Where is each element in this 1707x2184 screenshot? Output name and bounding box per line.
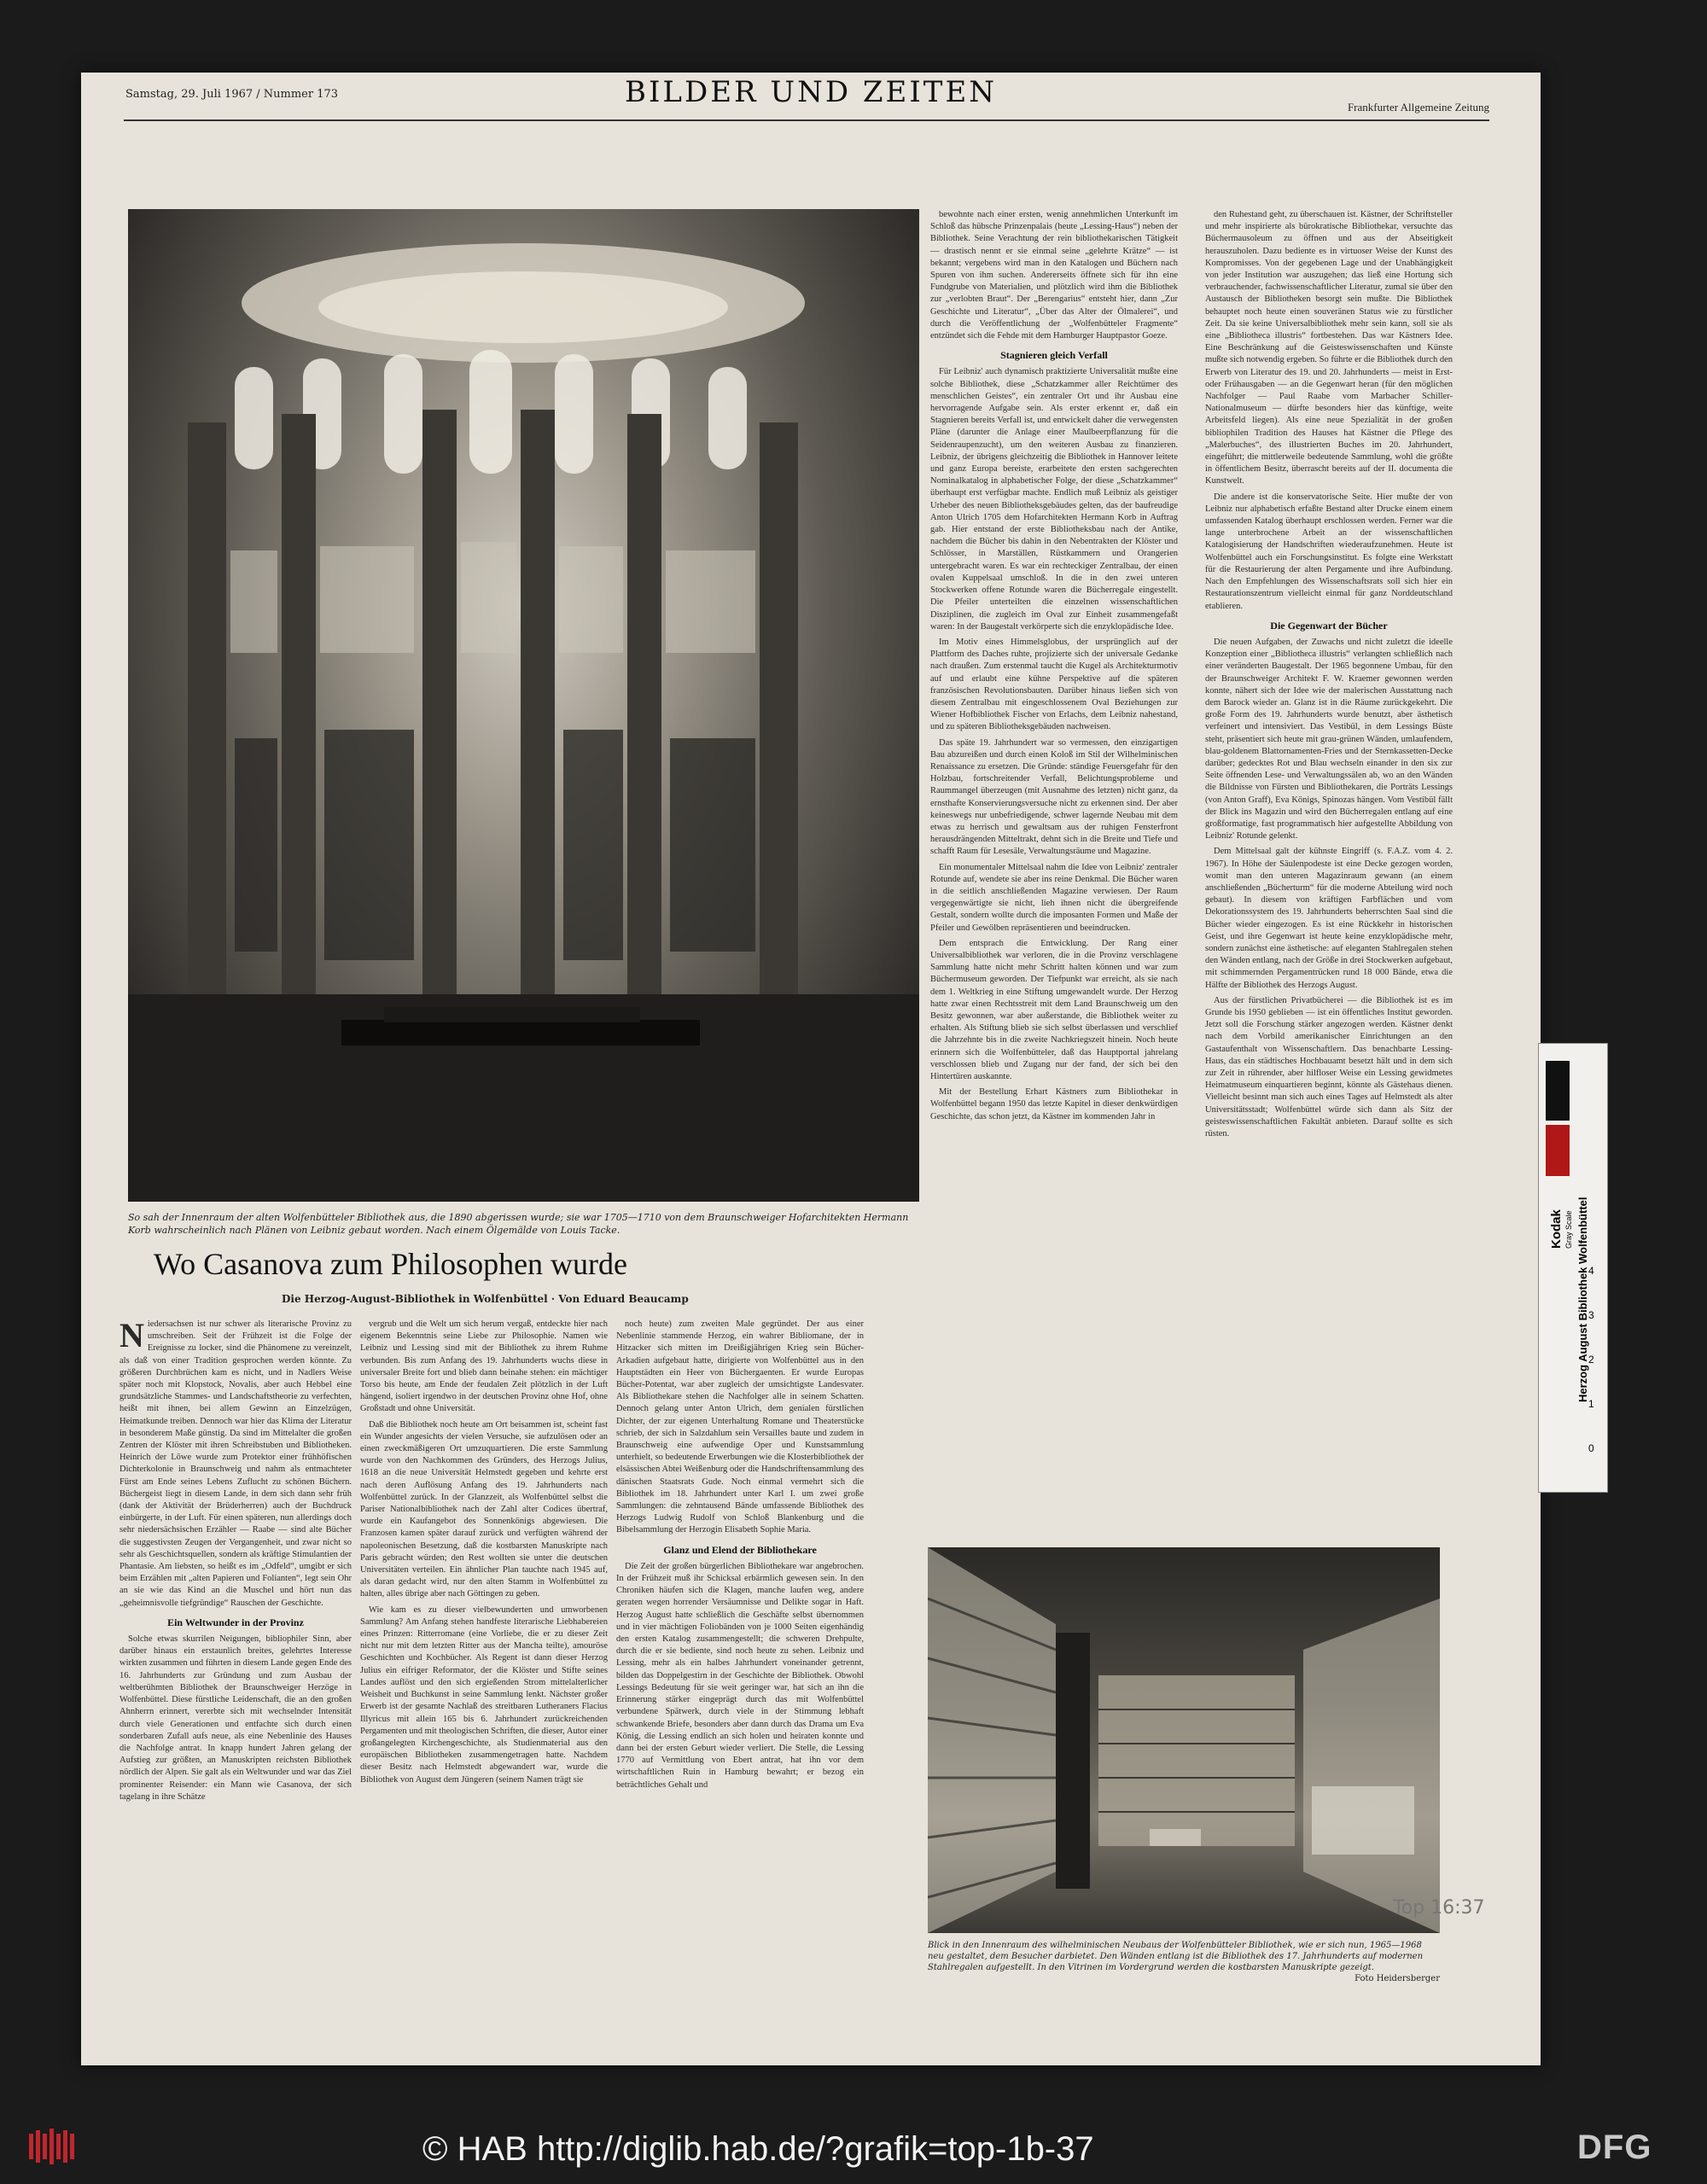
gray-patch-black (1546, 1061, 1570, 1121)
col5-paragraph-4: Dem Mittelsaal galt der kühnste Eingriff (s. F.A.Z. vom 4. 2. 1967). In Höhe der Säulenpodeste ist eine Decke gezogen worden, womit man den unteren Magazinraum gewann (an einem anschließenden „Bücherturm“ für die moderne Abteilung wird noch gebaut). In diesem von kräftigen Farbflächen und vom Dekorationssystem des 19. Jahrhunderts beherrschten Saal sind die Bücher wieder eingezogen. Es ist eine Rückkehr in historischen Geist, und ihre Gegenwart ist heute keine enzyklopädische mehr, sondern zunächst eine ästhetische: auf eleganten Stahlregalen stehen den Wänden entlang, nach der Größe in drei Stockwerken aufgebaut, mit schimmernden Pergamentrücken rund 18 000 Bände, etwa die Hälfte der Bibliothek des Herzogs August. (1205, 847, 1453, 990)
masthead-date: Samstag, 29. Juli 1967 / Nummer 173 (125, 88, 339, 101)
modern-hall-caption-text: Blick in den Innenraum des wilhelminischen Neubaus der Wolfenbütteler Bibliothek, wie er sich nun, 1965—1968 neu gestaltet, dem Besucher darbietet. Den Wänden entlang ist die Bibliothek des 17. Jahrhunderts auf modernen Stahlregalen aufgestellt. In den Vitrinen im Vordergrund werden die kostbarsten Manuskripte gezeigt. (928, 1941, 1424, 1972)
col2-paragraph-3: Wie kam es zu dieser vielbewunderten und umworbenen Sammlung? Am Anfang stehen handfeste literarische Liebhabereien eines Prinzen: Ritterromane (eine Vorliebe, die er zu dieser Zeit nicht nur mit dem letzten Ritter aus der Mancha teilte), amouröse Geschichten und Kochbücher. Als Regent ist dann dieser Herzog Julius ein eifriger Reformator, der die Klöster und Stifte seines Landes auflöst und den sich ergießenden Strom mittelalterlicher Weisheit und Buchkunst in seine Sammlung lenkt. Nächster großer Erwerb ist der gesamte Nachlaß des streitbaren Lutheraners Flacius Illyricus mit allein 165 bis 6. Jahrhundert zurückreichenden Pergamenten und mit theologischen Schriften, die dieser, Autor einer großangelegten Kirchengeschichte, als Studienmaterial aus den europäischen Bibliotheken zusammengetragen hatte. Nachdem dieser Besitz nach Helmstedt abgewandert war, wurde die Bibliothek von August dem Jüngeren (seinem Namen trägt sie (360, 1605, 608, 1785)
col3-paragraph-1: noch heute) zum zweiten Male gegründet. Der aus einer Nebenlinie stammende Herzog, ein wahrer Bibliomane, der in Hitzacker sich mitten im Dreißigjährigen Krieg sein Bücher-Arkadien aufgebaut hatte, dirigierte von Wolfenbüttel aus in den Hauptstädten ein Heer von Büchergaenten. Er wurde Europas Bücher-Potentat, war aber zugleich der umsichtigste Landesvater. Als Bibliothekare stehen die Nachfolger alle in seinem Schatten. Dennoch gelang unter Anton Ulrich, dem genialen fürstlichen Dichter, der zur eigenen Unterhaltung Romane und Theaterstücke schrieb, der sich in Salzdahlum sein Versailles baute und zudem in Braunschweig eine aufwendige Oper und Kunstsammlung unterhielt, so bedeutende Erwerbungen wie die Klosterbibliothek der elsässischen Abtei Weißenburg oder die Handschriftensammlung des dänischen Staatsrats Gude. Noch einmal vermehrt sich die Bibliothek im 18. Jahrhundert unter Karl I. um zwei große Sammlungen: die zehntausend Bände umfassende Bibliothek des Herzogs Ludwig Rudolf von Schloß Blankenburg und die Bibelsammlung der Herzogin Elisabeth Sophie Maria. (616, 1319, 864, 1535)
col3-subheading: Glanz und Elend der Bibliothekare (663, 1543, 817, 1556)
col4-paragraph-1: bewohnte nach einer ersten, wenig annehmlichen Unterkunft im Schloß das hübsche Prinzenpalais (heute „Lessing-Haus“) neben der Bibliothek. Seine Verachtung der rein bibliothekarischen Tätigkeit — drastisch nennt er sie einmal seine „gelehrte Krätze“ — ist bekannt; vergebens wird man in den Katalogen und Büchern nach Spuren von ihm suchen. Andererseits öffnete sich für ihn eine Fundgrube von Materialien, und plötzlich wird ihm die Bibliothek zur „verlobten Braut“. Der „Berengarius“ entsteht hier, dann „Zur Geschichte und Literatur“, „Über das Alter der Ölmalerei“, und durch die Veröffentlichung der „Wolfenbütteler Fragmente“ entzündet sich die Fehde mit dem Hamburger Hauptpastor Goeze. (930, 210, 1178, 341)
modern-hall-caption (928, 1940, 1440, 1984)
rotunda-caption: So sah der Innenraum der alten Wolfenbütteler Bibliothek aus, die 1890 abgerissen wurde; sie war 1705—1710 von dem Braunschweiger Hofarchitekten Hermann Korb wahrscheinlich nach Plänen von Leibniz gebaut worden. Nach einem Ölgemälde von Louis Tacke. (128, 1212, 909, 1236)
col5-paragraph-1: den Ruhestand geht, zu überschauen ist. Kästner, der Schriftsteller und mehr inspirierte als bürokratische Bibliothekar, versuchte das Büchermausoleum zu öffnen und aus der Abseitigkeit herauszuholen. Dazu bediente es in virtuoser Weise der Kunst des Kompromisses. Von der gegebenen Lage und der Unabhängigkeit von jeder Institution war auszugehen; das ließ eine Hortung sich verbrauchender, fachwissenschaftlicher Literatur, zumal sie über den Austausch der Bibliotheken besorgt sein mußte. Die Bibliothek behauptet noch heute einen souveränen Status wie zu fürstlicher Zeit. Da sie keine Universalbibliothek mehr sein kann, soll sie als eine „Bibliotheca illustris“ fortbestehen. Das war Kästners Idee. Eine Beschränkung auf die Geisteswissenschaften und Künste mußte sich notwendig ergeben. So führte er die Bibliothek durch den Erwerb von Literatur des 19. und 20. Jahrhunderts — meist in Erst- oder Frühausgaben — an die Gegenwart heran (für den möglichen Nachfolger — Paul Raabe vom Marbacher Schiller-Nationalmuseum — dürfte besonders hier das künftige, weite Arbeitsfeld liegen). Als eine neue Spezialität in der großen bibliophilen Tradition des Hauses hat Kästner die Pflege des „Malerbuches“, des illustrierten Buches im 20. Jahrhundert, eingeführt; die mittlerweile bedeutende Sammlung, wohl die größte in öffentlichem Besitz, überrascht bereits auf der II. documenta die Kunstwelt. (1205, 210, 1453, 486)
footer-citation: © HAB http://diglib.hab.de/?grafik=top-1b-37 (422, 2130, 1094, 2168)
col1-paragraph-2: Solche etwas skurrilen Neigungen, bibliophiler Sinn, aber darüber hinaus ein erstaunlich breites, gelehrtes Interesse wirkten zusammen und führten in diesem Lande gegen Ende des 16. Jahrhunderts zur Gründung und zum Ausbau der weltberühmten Bibliothek der Braunschweiger Herzöge in Wolfenbüttel. Diese fürstliche Leidenschaft, die an den großen Ahnherrn erinnert, vererbte sich mit wechselnder Intensität durch viele Generationen und entfachte sich durch einen sonderbaren Zufall aufs neue, als eine Nebenlinie des Hauses die Nachfolge antrat. In knapp hundert Jahren gelang der Aufstieg zur größten, an Manuskripten reichsten Bibliothek nördlich der Alpen. Sie galt als ein Weltwunder und war das Ziel prominenter Reisender: ein Mann wie Casanova, der sich tagelang in ihre Schätze (119, 1634, 352, 1802)
col4-paragraph-2: Für Leibniz' auch dynamisch praktizierte Universalität mußte eine solche Bibliothek, diese „Schatzkammer aller Reichtümer des menschlichen Geistes“, ein zentraler Ort und ihr Ausbau eine hervorragende Aufgabe sein. Als erster erkennt er, daß ein Stagnieren bereits Verfall ist, und entwickelt daher die verwegensten Pläne (darunter die Anlage einer Maulbeerpflanzung für die Seidenraupenzucht), um den weiteren Ausbau zu finanzieren. Leibniz, der übrigens gleichzeitig die Bibliothek in Hannover leitete und ganz Europa bereiste, erarbeitete den ersten sachgerechten Nominalkatalog in alphabetischer Folge, der diese „Schatzkammer“ überhaupt erst verfügbar machte. Endlich muß Leibniz als geistiger Urheber des neuen Bibliotheksgebäudes gelten, das der baufreudige Anton Ulrich 1705 dem Hofarchitekten Hermann Korb in Auftrag gab. Hier entstand der erste Bibliotheksbau nach der Antike, nachdem die Bücher bis dahin in den Nebentrakten der Klöster und Schlösser, in Marställen, Rüstkammern und Orangerien untergebracht waren. Es war ein rechteckiger Zentralbau, der einen ovalen Kuppelsaal umschloß. In die in den zwei unteren Stockwerken offene Rotunde waren die Bücherregale eingestellt. Die Pfeiler unterteilten die einzelnen wissenschaftlichen Disziplinen, die zugleich im Oval zur Einheit zusammengefaßt waren: In der Baugestalt verkörperte sich die enzyklopädische Idee. (930, 367, 1178, 632)
col1-subheading: Ein Weltwunder in der Provinz (167, 1616, 304, 1628)
col4-paragraph-5: Ein monumentaler Mittelsaal nahm die Idee von Leibniz' zentraler Rotunde auf, wendete sie aber ins reine Denkmal. Die Bücher waren in die seitlich anschließenden Magazine verwiesen. Der Raum vergegenwärtigte sie nicht, lieh ihnen nicht die übergreifende Gestalt, sondern wollte durch die imposanten Formen und Maße der Pfeiler und Gewölben repräsentieren und beeindrucken. (930, 862, 1178, 933)
col4-paragraph-4: Das späte 19. Jahrhundert war so vermessen, den einzigartigen Bau abzureißen und durch einen Koloß im Stil der Wilhelminischen Renaissance zu ersetzen. Die Gründe: ständige Feuersgefahr für den Holzbau, fortschreitender Verfall, Belichtungsprobleme und Raummangel überzeugen (mit Ausnahme des letzten) nicht ganz, da ernsthafte Konservierungsversuche nicht zu erkennen sind. Der aber keineswegs nur unbefriedigende, schwer lagernde Neubau mit dem etwas zu herrisch und gewaltsam aus der ruhigen Fensterfront herausdrängenden Mitteltrakt, dehnt sich in die Breite und Tiefe und schafft Raum für Lesesäle, Verwaltungsräume und Magazine. (930, 737, 1178, 857)
dfg-logo: DFG (1577, 2129, 1652, 2166)
handwritten-shelfmark: Top 16:37 (1393, 1897, 1485, 1919)
tick-1: 1 (1588, 1398, 1594, 1410)
col5-paragraph-5: Aus der fürstlichen Privatbücherei — die Bibliothek ist es im Grunde bis 1950 geblieben — ist ein öffentliches Institut geworden. Jetzt soll die Forschung stärker angezogen werden. Kästner denkt nach dem Vorbild amerikanischer Einrichtungen an den Gastaufenthalt von Wissenschaftlern. Das benachbarte Lessing-Haus, das ein städtisches Hochbauamt besetzt hält und in dem sich zur Zeit in rührender, aber hilfloser Weise ein Lessing gewidmetes Heimatmuseum einquartieren beginnt, könnte als Gästehaus dienen. Vielleicht besinnt man sich auch eines Tages auf Helmstedt als alter Universitätsstadt; Wolfenbüttel würde sich dann als Sitz der geisteswissenschaftlichen Fakultät anbieten. Darauf sollte es sich rüsten. (1205, 995, 1453, 1139)
col2-paragraph-1: vergrub und die Welt um sich herum vergaß, entdeckte hier nach eigenem Bekenntnis seine Liebe zur Philosophie. Namen wie Leibniz und Lessing sind mit der Bibliothek zu ihrem Ruhme verbunden. Bis zum Anfang des 19. Jahrhunderts wuchs diese in universaler Breite fort und blieb dann beinahe stehen: ein mächtiger Torso bis heute, am Ende der feudalen Zeit plötzlich in der Luft hängend, isoliert irgendwo in der deutschen Provinz ohne Hof, ohne Großstadt und ohne Universität. (360, 1319, 608, 1414)
article-column-3 (616, 1319, 864, 2053)
hab-logo-icon (26, 2125, 80, 2168)
tick-2: 2 (1588, 1354, 1594, 1366)
col4-paragraph-6: Dem entsprach die Entwicklung. Der Rang einer Universalbibliothek war verloren, die in die Provinz verschlagene Sammlung hatte nicht mehr Schritt halten können und war zum Büchermuseum geworden. Der Tiefpunkt war erreicht, als sie nach dem 1. Weltkrieg in eine Stiftung umgewandelt wurde. Der Herzog hatte zwar einen Rechtsstreit mit dem Land Braunschweig um den Besitz gewonnen, war aber außerstande, die Bibliothek weiter zu erhalten. Als Stiftung blieb sie sich selbst überlassen und verschlief die Jahrzehnte bis in die zweite Nachkriegszeit hinein. Noch heute erinnern sich die Wolfenbütteler, daß das Hauptportal jahrelang verschlossen blieb und Zugang nur der fand, der sich bei den Hintertüren auskannte. (930, 938, 1178, 1082)
drop-cap: N (119, 1319, 144, 1354)
colorbar-ticks (1588, 1249, 1594, 1471)
tick-0: 0 (1588, 1442, 1594, 1454)
red-patch (1546, 1125, 1570, 1176)
gray-scale-label: Gray Scale (1564, 1210, 1573, 1249)
tick-4: 4 (1588, 1265, 1594, 1277)
article-column-5 (1205, 209, 1453, 1549)
col2-paragraph-2: Daß die Bibliothek noch heute am Ort beisammen ist, scheint fast ein Wunder angesichts der vielen Versuche, sie aufzulösen oder an einen zweckmäßigeren Ort umzuquartieren. Die erste Sammlung wurde von den Nachkommen des Gründers, des Herzogs Julius, 1618 an die neue Universität Helmstedt gegeben und kehrte erst nach deren Auflösung Anfang des 19. Jahrhunderts nach Wolfenbüttel zurück. In der Glanzzeit, als Wolfenbüttel selbst die Pariser Nationalbibliothek nach der Zahl alter Codices übertraf, wurde ein Kaufangebot des Sonnenkönigs abgewiesen. Die Franzosen kamen später darauf zurück und verfügten während der napoleonischen Besetzung, daß die kostbarsten Manuskripte nach Paris gebracht würden; den Rest wollten sie unter die deutschen Universitäten verteilen. Ein ähnlicher Plan tauchte nach 1945 auf, als daran gedacht wird, nur den alten Stamm in Wolfenbüttel zu halten, alles übrige aber nach Göttingen zu geben. (360, 1419, 608, 1599)
colorbar-label: Herzog August Bibliothek Wolfenbüttel (1576, 1197, 1589, 1402)
kodak-gray-scale (1538, 1043, 1608, 1493)
section-title: BILDER UND ZEITEN (624, 75, 998, 109)
newspaper-name: Frankfurter Allgemeine Zeitung (1347, 101, 1489, 114)
col4-subheading: Stagnieren gleich Verfall (1000, 349, 1108, 362)
modern-hall-photo (928, 1547, 1440, 1933)
col5-paragraph-3: Die neuen Aufgaben, der Zuwachs und nicht zuletzt die ideelle Konzeption einer „Bibliotheca illustris“ verlangten schließlich nach einer veränderten Baugestalt. Der 1965 begonnene Umbau, für den der Braunschweiger Architekt F. W. Kraemer gewonnen werden konnte, nähert sich der Idee wie der malerischen Ausstattung nach dem Barock wieder an. Glanz ist in die Räume zurückgekehrt. Die große Form des 19. Jahrhunderts wurde benutzt, aber ästhetisch verfeinert und intensiviert. Das Vestibül, in dem Lessings Büste steht, präsentiert sich heute mit grau-grünen Wänden, umlaufendem, blau-goldenem Blattornamenten-Fries und der Sternkassetten-Decke darüber; gedecktes Rot und Blau wechseln einander in den six zur Seite öffnenden Lese- und Verwaltungssälen ab, wo an den Wänden die Bildnisse von Fürsten und Bibliothekaren, die Porträts Lessings (von Anton Graff), Eva Königs, Spinozas hängen. Vom Vestibül fällt der Blick ins Magazin und wird den Bücherregalen entlang auf eine großformatige, fast programmatisch hier aufgestellte Abbildung von Leibniz' Rotunde gelenkt. (1205, 637, 1453, 842)
kodak-brand: Kodak (1549, 1209, 1564, 1249)
article-column-2 (360, 1319, 608, 2053)
col1-paragraph-1: iedersachsen ist nur schwer als literarische Provinz zu umschreiben. Seit der Frühzeit ist die Folge der Ereignisse zu locker, sind die Phänomene zu vereinzelt, als daß von einer Tradition gesprochen werden könnte. Zu größeren Durchbrüchen kam es nicht, und in Nadlers Weise später noch mit Klopstock, Novalis, aber auch Hebbel eine grundsätzliche Stammes- und Landschaftstheorie zu verfechten, heißt mit ihnen, bei allem Gewinn an Einzelzügen, Heimatkunde treiben. Dennoch war hier das Klima der Literatur in besonderem Maße günstig. Da sind im Mittelalter die großen Zentren der Klöster mit ihren Schreibstuben und Bibliotheken. Heinrich der Löwe wurde zum Protektor einer frühhöfischen Dichterkolonie in Braunschweig und nahm als entmachteter Fürst am Ende seines Lebens Zuflucht zu schönen Büchern. Büchergeist liegt in diesem Lande, in dem sich dann sehr früh (dank der Aktivität der Brüderherren) auch der Buchdruck einbürgerte, in der Luft. Für einen späteren, nun allerdings doch sehr niedersächsischen Erzähler — Raabe — sind alte Bücher die suggestivsten Zeugen der Vergangenheit, und zwar nicht so sehr als Geschichtsquellen, sondern als kräftige Stimulantien der Phantasie. Am liebsten, so heißt es im „Odfeld“, umgibt er sich beim Erzählen mit „alten Papieren und Folianten“, legt sein Ohr an sie wie das Kind an die Muschel und hört nun das „geheimnisvolle tiefgründige“ Rauschen der Geschichte. (119, 1319, 352, 1608)
article-column-1 (119, 1319, 352, 2053)
tick-3: 3 (1588, 1309, 1594, 1321)
article-subheadline: Die Herzog-August-Bibliothek in Wolfenbüttel · Von Eduard Beaucamp (282, 1293, 689, 1305)
col5-paragraph-2: Die andere ist die konservatorische Seite. Hier mußte der von Leibniz nur alphabetisch erfaßte Bestand alter Drucke einem einem umfassenden Katalog überhaupt erschlossen werden. Ferner war die lange unterbrochene Arbeit an der wissenschaftlichen Katalogisierung der Handschriften wiederaufzunehmen. Heute ist Wolfenbüttel auch ein Forschungsinstitut. Es folgte eine Werkstatt für die Restaurierung der alten Pergamente und ihre Aufbindung. Nach den Empfehlungen des Wissenschaftsrats soll sich hier ein Restaurationszentrum vielleicht einmal für ganz Norddeutschland etablieren. (1205, 492, 1453, 611)
article-headline: Wo Casanova zum Philosophen wurde (154, 1247, 628, 1281)
col4-paragraph-3: Im Motiv eines Himmelsglobus, der ursprünglich auf der Plattform des Daches ruhte, projizierte sich der universale Gedanke nach draußen. Zum erstenmal taucht die Kugel als Architekturmotiv auf und erlaubt eine kühne Perspektive auf die späteren französischen Revolutionsbauten. Darüber hinaus ließen sich von diesem Zentralbau mit eingeschlossenem Oval Beziehungen zur Wiener Hofbibliothek Fischer von Erlachs, dem Leibniz nahestand, und zu späteren Bibliotheksgebäuden nachweisen. (930, 637, 1178, 732)
photo-credit: Foto Heidersberger (1355, 1974, 1440, 1983)
col3-paragraph-2: Die Zeit der großen bürgerlichen Bibliothekare war angebrochen. In der Frühzeit muß ihr Schicksal erbärmlich gewesen sein. In den Chroniken häufen sich die Klagen, manche laufen weg, andere geraten wegen horrender Versäumnisse und Delikte sogar in Haft. Herzog August hatte schließlich die Geschäfte selbst übernommen und in vier mächtigen Foliobänden von je 1000 Seiten eigenhändig den ersten Katalog zusammengestellt; die schweren Drehpulte, durch die er sie bediente, sind noch heute zu sehen. Leibniz und Lessing, mehr als ein halbes Jahrhundert voneinander getrennt, bilden das Doppelgestirn in der Geschichte der Bibliothek. Obwohl Lessings Bedeutung für sie weit geringer war, hat sich an ihn die Erinnerung stärker eingeprägt durch das mit Wolfenbüttel verbundene Spätwerk, durch viele in der Stimmung lebhaft schwankende Briefe, besonders aber dann durch das Drama um Eva König, die Lessing endlich an sich holen und heiraten konnte und dann bei der ersten Geburt wieder verliert. Die Stelle, die Lessing 1770 auf Vermittlung von Ebert antrat, hat ihn vor dem wirtschaftlichen Ruin in Hamburg bewahrt; er bezog ein beträchtliches Gehalt und (616, 1561, 864, 1790)
masthead-rule (124, 119, 1489, 121)
col5-subheading: Die Gegenwart der Bücher (1270, 619, 1388, 632)
article-column-4 (930, 209, 1178, 1549)
rotunda-photo (128, 209, 919, 1202)
col4-paragraph-7: Mit der Bestellung Erhart Kästners zum Bibliothekar in Wolfenbüttel begann 1950 das letzte Kapitel in dieser denkwürdigen Geschichte, das schon jetzt, da Kästner im kommenden Jahr in (930, 1087, 1178, 1121)
